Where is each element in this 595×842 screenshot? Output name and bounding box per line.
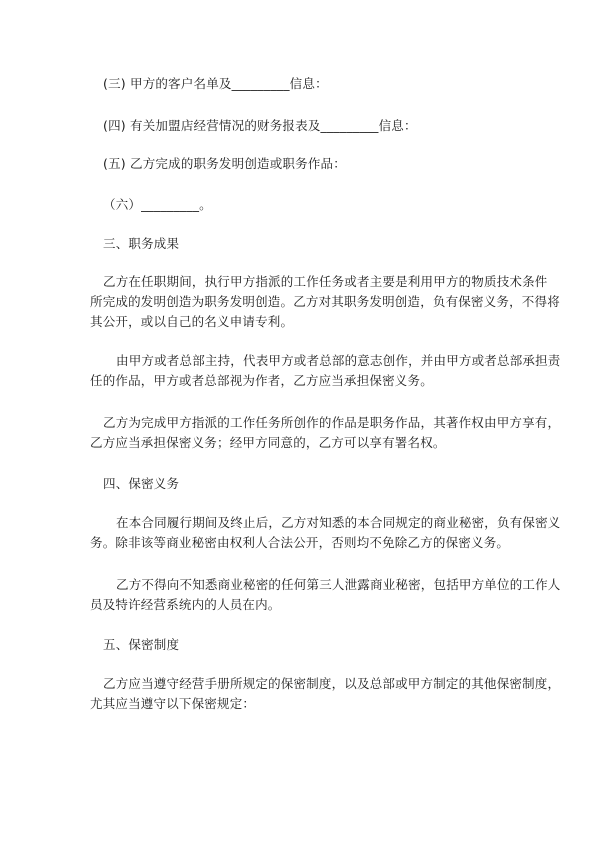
section-heading-results: 三、职务成果 <box>103 236 180 251</box>
paragraph-line: 员及特许经营系统内的人员在内。 <box>90 597 281 612</box>
paragraph-line: 乙方应当承担保密义务；经甲方同意的，乙方可以享有署名权。 <box>90 435 446 450</box>
paragraph-no-disclosure <box>90 575 561 615</box>
paragraph-work-inventions <box>90 272 560 332</box>
list-item-3: (三) 甲方的客户名单及_________信息： <box>103 76 328 91</box>
paragraph-line: 尤其应当遵守以下保密规定： <box>90 696 256 711</box>
list-item-5: (五) 乙方完成的职务发明创造或职务作品： <box>103 156 346 171</box>
paragraph-line: 由甲方或者总部主持，代表甲方或者总部的意志创作，并由甲方或者总部承担责 <box>116 353 561 368</box>
list-item-6: （六）_________。 <box>103 197 212 212</box>
section-heading-confidentiality-system: 五、保密制度 <box>103 637 180 652</box>
paragraph-work-copyright <box>90 413 561 453</box>
paragraph-line: 乙方为完成甲方指派的工作任务所创作的作品是职务作品，其著作权由甲方享有， <box>103 415 561 430</box>
paragraph-line: 所完成的发明创造为职务发明创造。乙方对其职务发明创造，负有保密义务，不得将 <box>90 294 560 309</box>
list-item-4: (四) 有关加盟店经营情况的财务报表及_________信息： <box>103 118 417 133</box>
paragraph-duty-term <box>90 513 561 553</box>
paragraph-line: 在本合同履行期间及终止后，乙方对知悉的本合同规定的商业秘密，负有保密义 <box>116 515 561 530</box>
paragraph-line: 务。除非该等商业秘密由权利人合法公开，否则均不免除乙方的保密义务。 <box>90 535 510 550</box>
paragraph-line: 乙方在任职期间，执行甲方指派的工作任务或者主要是利用甲方的物质技术条件 <box>103 274 548 289</box>
paragraph-line: 任的作品，甲方或者总部视为作者，乙方应当承担保密义务。 <box>90 373 433 388</box>
paragraph-line: 其公开，或以自己的名义申请专利。 <box>90 314 294 329</box>
paragraph-line: 乙方不得向不知悉商业秘密的任何第三人泄露商业秘密，包括甲方单位的工作人 <box>116 577 561 592</box>
paragraph-hq-works <box>90 351 561 391</box>
paragraph-comply-manual <box>90 674 561 714</box>
paragraph-line: 乙方应当遵守经营手册所规定的保密制度，以及总部或甲方制定的其他保密制度， <box>103 676 561 691</box>
section-heading-confidentiality-duty: 四、保密义务 <box>103 476 180 491</box>
